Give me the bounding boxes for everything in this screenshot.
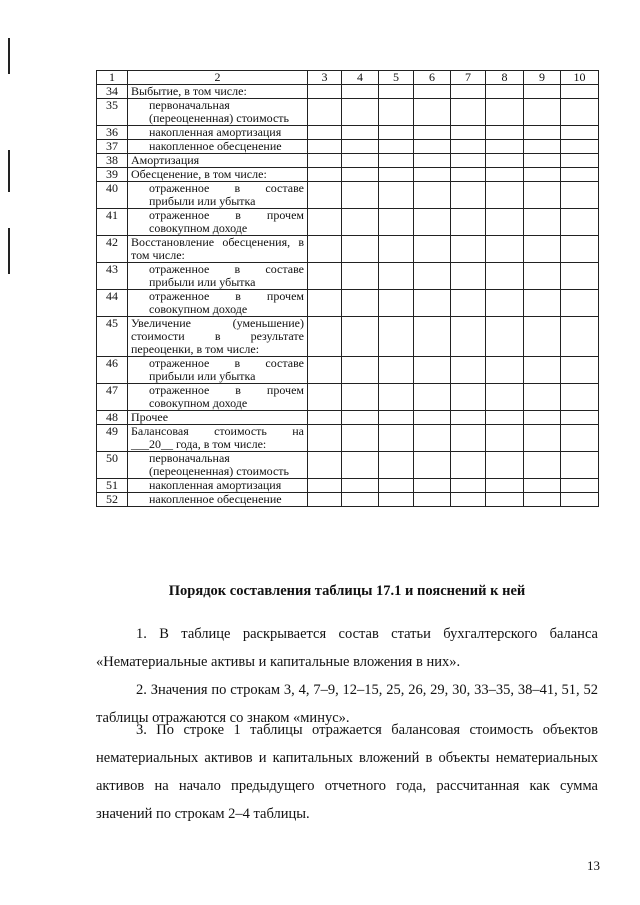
value-cell	[342, 452, 379, 479]
value-cell	[486, 126, 524, 140]
value-cell	[561, 479, 599, 493]
row-number: 38	[97, 154, 128, 168]
value-cell	[524, 479, 561, 493]
value-cell	[451, 411, 486, 425]
header-cell: 8	[486, 71, 524, 85]
value-cell	[308, 290, 342, 317]
value-cell	[308, 411, 342, 425]
table-row	[97, 99, 599, 126]
table-row	[97, 411, 599, 425]
value-cell	[524, 452, 561, 479]
value-cell	[342, 168, 379, 182]
row-label: первоначальная (переоцененная) стоимость	[128, 452, 308, 479]
table-row	[97, 384, 599, 411]
value-cell	[561, 425, 599, 452]
table-row	[97, 425, 599, 452]
value-cell	[486, 290, 524, 317]
value-cell	[524, 168, 561, 182]
value-cell	[451, 452, 486, 479]
value-cell	[379, 384, 414, 411]
value-cell	[486, 236, 524, 263]
value-cell	[451, 236, 486, 263]
value-cell	[342, 140, 379, 154]
value-cell	[524, 209, 561, 236]
value-cell	[451, 126, 486, 140]
paragraph-3: 3. По строке 1 таблицы отражается балансовая стоимость объектов нематериальных активов и капитальных вложений в объекты нематериальных активов на начало предыдущего отчетного года, рассчитанная как сумма значений по строкам 2–4 таблицы.	[96, 722, 598, 822]
row-label: накопленное обесценение	[128, 140, 308, 154]
value-cell	[486, 182, 524, 209]
row-label: отраженное в прочем совокупном доходе	[128, 209, 308, 236]
row-number: 46	[97, 357, 128, 384]
value-cell	[342, 154, 379, 168]
header-cell: 3	[308, 71, 342, 85]
value-cell	[379, 182, 414, 209]
value-cell	[451, 85, 486, 99]
row-label: накопленное обесценение	[128, 493, 308, 507]
value-cell	[342, 479, 379, 493]
value-cell	[308, 263, 342, 290]
value-cell	[308, 182, 342, 209]
row-label: накопленная амортизация	[128, 126, 308, 140]
value-cell	[379, 425, 414, 452]
row-number: 44	[97, 290, 128, 317]
table-row	[97, 182, 599, 209]
value-cell	[379, 168, 414, 182]
value-cell	[451, 168, 486, 182]
value-cell	[414, 182, 451, 209]
value-cell	[379, 154, 414, 168]
value-cell	[308, 154, 342, 168]
value-cell	[524, 317, 561, 357]
row-label: Амортизация	[128, 154, 308, 168]
value-cell	[524, 425, 561, 452]
value-cell	[524, 236, 561, 263]
value-cell	[486, 99, 524, 126]
value-cell	[486, 154, 524, 168]
value-cell	[524, 85, 561, 99]
value-cell	[379, 357, 414, 384]
row-number: 35	[97, 99, 128, 126]
value-cell	[414, 452, 451, 479]
value-cell	[414, 493, 451, 507]
value-cell	[308, 357, 342, 384]
value-cell	[379, 263, 414, 290]
row-label: отраженное в составе прибыли или убытка	[128, 182, 308, 209]
value-cell	[414, 168, 451, 182]
row-label: первоначальная (переоцененная) стоимость	[128, 99, 308, 126]
margin-mark-top	[8, 38, 10, 74]
table-row	[97, 126, 599, 140]
value-cell	[342, 209, 379, 236]
value-cell	[308, 209, 342, 236]
row-number: 50	[97, 452, 128, 479]
value-cell	[486, 493, 524, 507]
value-cell	[414, 99, 451, 126]
value-cell	[524, 357, 561, 384]
table-row	[97, 479, 599, 493]
value-cell	[414, 236, 451, 263]
table-row	[97, 317, 599, 357]
value-cell	[486, 263, 524, 290]
header-cell: 4	[342, 71, 379, 85]
value-cell	[524, 140, 561, 154]
value-cell	[379, 452, 414, 479]
table-body	[97, 71, 599, 507]
row-number: 42	[97, 236, 128, 263]
value-cell	[342, 263, 379, 290]
value-cell	[451, 290, 486, 317]
value-cell	[486, 384, 524, 411]
value-cell	[451, 209, 486, 236]
section-title: Порядок составления таблицы 17.1 и пояснений к ней	[168, 583, 526, 599]
value-cell	[414, 154, 451, 168]
value-cell	[451, 479, 486, 493]
row-label: отраженное в составе прибыли или убытка	[128, 357, 308, 384]
value-cell	[451, 425, 486, 452]
value-cell	[342, 384, 379, 411]
table-row	[97, 452, 599, 479]
value-cell	[414, 209, 451, 236]
value-cell	[342, 182, 379, 209]
row-label: отраженное в составе прибыли или убытка	[128, 263, 308, 290]
value-cell	[342, 357, 379, 384]
value-cell	[308, 236, 342, 263]
value-cell	[379, 317, 414, 357]
value-cell	[414, 317, 451, 357]
value-cell	[414, 357, 451, 384]
value-cell	[342, 425, 379, 452]
value-cell	[308, 479, 342, 493]
value-cell	[486, 452, 524, 479]
value-cell	[308, 317, 342, 357]
table-row	[97, 85, 599, 99]
paragraph-2: 2. Значения по строкам 3, 4, 7–9, 12–15, 25, 26, 29, 30, 33–35, 38–41, 51, 52 таблицы отражаются со знаком «минус».	[96, 682, 598, 726]
value-cell	[414, 140, 451, 154]
row-number: 39	[97, 168, 128, 182]
value-cell	[451, 263, 486, 290]
row-number: 41	[97, 209, 128, 236]
margin-mark-lower	[8, 228, 10, 274]
value-cell	[308, 126, 342, 140]
value-cell	[414, 411, 451, 425]
value-cell	[379, 290, 414, 317]
row-number: 49	[97, 425, 128, 452]
value-cell	[308, 168, 342, 182]
row-label: Выбытие, в том числе:	[128, 85, 308, 99]
value-cell	[451, 357, 486, 384]
header-cell: 6	[414, 71, 451, 85]
row-label: отраженное в прочем совокупном доходе	[128, 290, 308, 317]
value-cell	[561, 140, 599, 154]
value-cell	[308, 493, 342, 507]
value-cell	[486, 85, 524, 99]
value-cell	[524, 290, 561, 317]
value-cell	[524, 99, 561, 126]
value-cell	[524, 493, 561, 507]
value-cell	[451, 182, 486, 209]
value-cell	[308, 384, 342, 411]
table-header-row	[97, 71, 599, 85]
value-cell	[308, 425, 342, 452]
header-cell: 5	[379, 71, 414, 85]
value-cell	[486, 140, 524, 154]
value-cell	[308, 452, 342, 479]
value-cell	[379, 479, 414, 493]
value-cell	[308, 85, 342, 99]
value-cell	[486, 425, 524, 452]
value-cell	[379, 126, 414, 140]
value-cell	[379, 493, 414, 507]
value-cell	[486, 479, 524, 493]
row-number: 37	[97, 140, 128, 154]
value-cell	[308, 99, 342, 126]
row-label: Балансовая стоимость на ___20__ года, в том числе:	[128, 425, 308, 452]
data-table	[96, 70, 599, 507]
value-cell	[379, 236, 414, 263]
value-cell	[486, 168, 524, 182]
header-cell: 7	[451, 71, 486, 85]
value-cell	[342, 85, 379, 99]
table-row	[97, 357, 599, 384]
value-cell	[561, 209, 599, 236]
row-number: 36	[97, 126, 128, 140]
value-cell	[524, 154, 561, 168]
value-cell	[561, 236, 599, 263]
header-cell: 1	[97, 71, 128, 85]
value-cell	[308, 140, 342, 154]
value-cell	[414, 425, 451, 452]
value-cell	[561, 411, 599, 425]
row-label: Увеличение (уменьшение) стоимости в результате переоценки, в том числе:	[128, 317, 308, 357]
value-cell	[486, 357, 524, 384]
value-cell	[486, 411, 524, 425]
value-cell	[486, 317, 524, 357]
row-label: отраженное в прочем совокупном доходе	[128, 384, 308, 411]
value-cell	[561, 384, 599, 411]
value-cell	[414, 85, 451, 99]
header-cell: 10	[561, 71, 599, 85]
value-cell	[486, 209, 524, 236]
value-cell	[561, 493, 599, 507]
value-cell	[414, 126, 451, 140]
value-cell	[414, 290, 451, 317]
value-cell	[379, 85, 414, 99]
margin-mark-middle	[8, 150, 10, 192]
value-cell	[561, 452, 599, 479]
table-row	[97, 140, 599, 154]
value-cell	[342, 493, 379, 507]
value-cell	[561, 154, 599, 168]
value-cell	[561, 182, 599, 209]
value-cell	[342, 236, 379, 263]
value-cell	[524, 126, 561, 140]
value-cell	[379, 140, 414, 154]
table-row	[97, 236, 599, 263]
value-cell	[342, 317, 379, 357]
value-cell	[342, 290, 379, 317]
value-cell	[561, 168, 599, 182]
value-cell	[451, 140, 486, 154]
value-cell	[561, 290, 599, 317]
row-label: накопленная амортизация	[128, 479, 308, 493]
table-row	[97, 154, 599, 168]
row-number: 40	[97, 182, 128, 209]
value-cell	[524, 411, 561, 425]
value-cell	[342, 99, 379, 126]
page-number: 13	[587, 858, 600, 873]
value-cell	[379, 411, 414, 425]
table-row	[97, 493, 599, 507]
header-cell: 9	[524, 71, 561, 85]
value-cell	[379, 209, 414, 236]
value-cell	[414, 384, 451, 411]
table-row	[97, 263, 599, 290]
value-cell	[561, 99, 599, 126]
table-row	[97, 209, 599, 236]
value-cell	[379, 99, 414, 126]
value-cell	[561, 85, 599, 99]
value-cell	[451, 384, 486, 411]
paragraph-1: 1. В таблице раскрывается состав статьи бухгалтерского баланса «Нематериальные активы и капитальные вложения в них».	[96, 626, 598, 670]
value-cell	[524, 384, 561, 411]
value-cell	[451, 493, 486, 507]
table-row	[97, 168, 599, 182]
value-cell	[561, 357, 599, 384]
value-cell	[524, 182, 561, 209]
row-label: Восстановление обесценения, в том числе:	[128, 236, 308, 263]
value-cell	[451, 317, 486, 357]
header-cell: 2	[128, 71, 308, 85]
row-number: 48	[97, 411, 128, 425]
row-number: 43	[97, 263, 128, 290]
row-number: 34	[97, 85, 128, 99]
value-cell	[524, 263, 561, 290]
row-number: 47	[97, 384, 128, 411]
value-cell	[561, 126, 599, 140]
row-label: Обесценение, в том числе:	[128, 168, 308, 182]
value-cell	[342, 411, 379, 425]
value-cell	[414, 263, 451, 290]
value-cell	[414, 479, 451, 493]
value-cell	[561, 317, 599, 357]
row-label: Прочее	[128, 411, 308, 425]
value-cell	[451, 99, 486, 126]
value-cell	[342, 126, 379, 140]
row-number: 45	[97, 317, 128, 357]
value-cell	[561, 263, 599, 290]
row-number: 51	[97, 479, 128, 493]
value-cell	[451, 154, 486, 168]
table-row	[97, 290, 599, 317]
row-number: 52	[97, 493, 128, 507]
